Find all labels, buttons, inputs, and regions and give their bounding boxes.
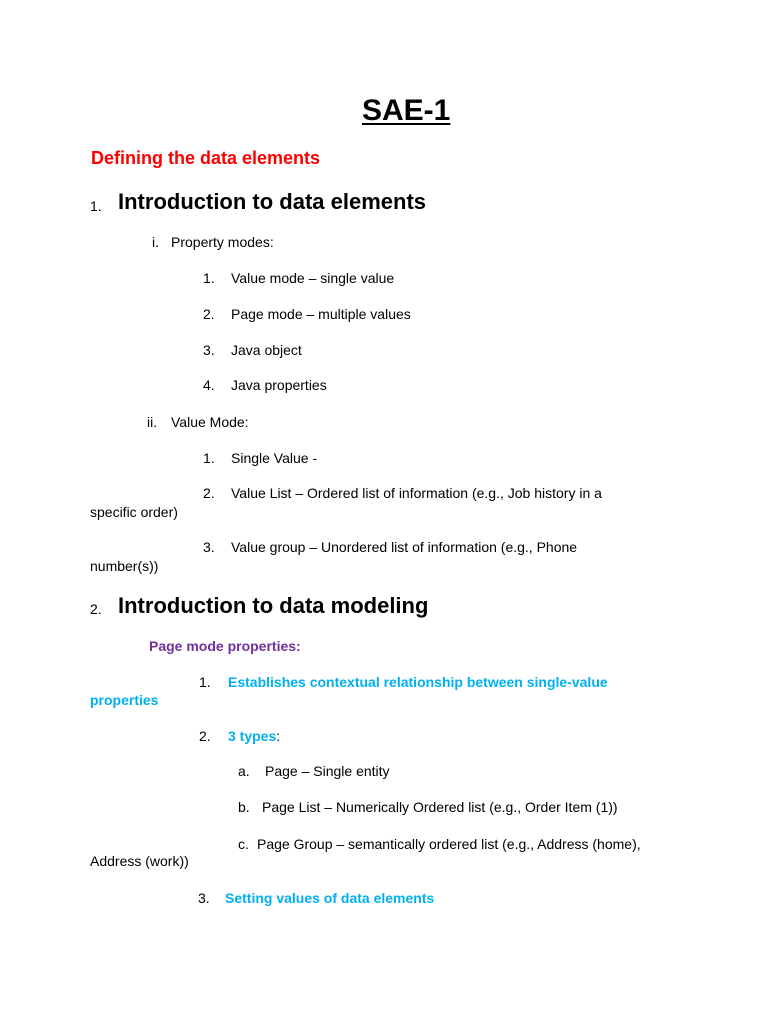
list-item-marker: 1. [203, 450, 215, 466]
list-item-marker: 3. [198, 890, 210, 906]
subtitle-heading: Defining the data elements [91, 148, 321, 168]
list-item: Setting values of data elements [225, 890, 435, 906]
section2-number: 2. [90, 601, 102, 617]
list-item: Java properties [231, 377, 327, 393]
page-mode-properties-label: Page mode properties: [149, 638, 301, 654]
list-item-marker: 4. [203, 377, 215, 393]
three-types-colon: : [276, 728, 281, 744]
list-item-continuation: specific order) [90, 504, 178, 520]
list-item: Single Value - [231, 450, 318, 466]
list-item-continuation: properties [90, 692, 159, 708]
list-item-marker: 3. [203, 342, 215, 358]
list-item: Page List – Numerically Ordered list (e.g., Order Item (1)) [262, 799, 618, 815]
section1-heading: Introduction to data elements [118, 189, 427, 214]
list-item-marker: c. [238, 836, 249, 852]
list-item: Page mode – multiple values [231, 306, 411, 322]
list-item: Value List – Ordered list of information (e.g., Job history in a [231, 485, 602, 501]
list-item-marker: 2. [203, 306, 215, 322]
document-title: SAE-1 [362, 94, 451, 127]
value-mode-marker: ii. [147, 414, 158, 430]
list-item [228, 728, 280, 746]
list-item-marker: 1. [199, 674, 211, 690]
list-item-continuation: number(s)) [90, 558, 159, 574]
list-item-marker: 2. [203, 485, 215, 501]
list-item-marker: 1. [203, 270, 215, 286]
section1-number: 1. [90, 198, 102, 214]
section2-heading: Introduction to data modeling [118, 593, 429, 618]
value-mode-label: Value Mode: [171, 414, 249, 430]
three-types-label: 3 types [228, 728, 277, 744]
list-item-marker: 3. [203, 539, 215, 555]
list-item-marker: b. [238, 799, 250, 815]
list-item: Page – Single entity [265, 763, 390, 779]
property-modes-label: Property modes: [171, 234, 274, 250]
list-item: Establishes contextual relationship between single-value [228, 674, 608, 690]
list-item: Page Group – semantically ordered list (e.g., Address (home), [257, 836, 641, 852]
list-item: Value group – Unordered list of information (e.g., Phone [231, 539, 578, 555]
property-modes-marker: i. [152, 234, 159, 250]
list-item: Value mode – single value [231, 270, 395, 286]
list-item-continuation: Address (work)) [90, 853, 189, 869]
list-item: Java object [231, 342, 302, 358]
list-item-marker: a. [238, 763, 250, 779]
list-item-marker: 2. [199, 728, 211, 744]
